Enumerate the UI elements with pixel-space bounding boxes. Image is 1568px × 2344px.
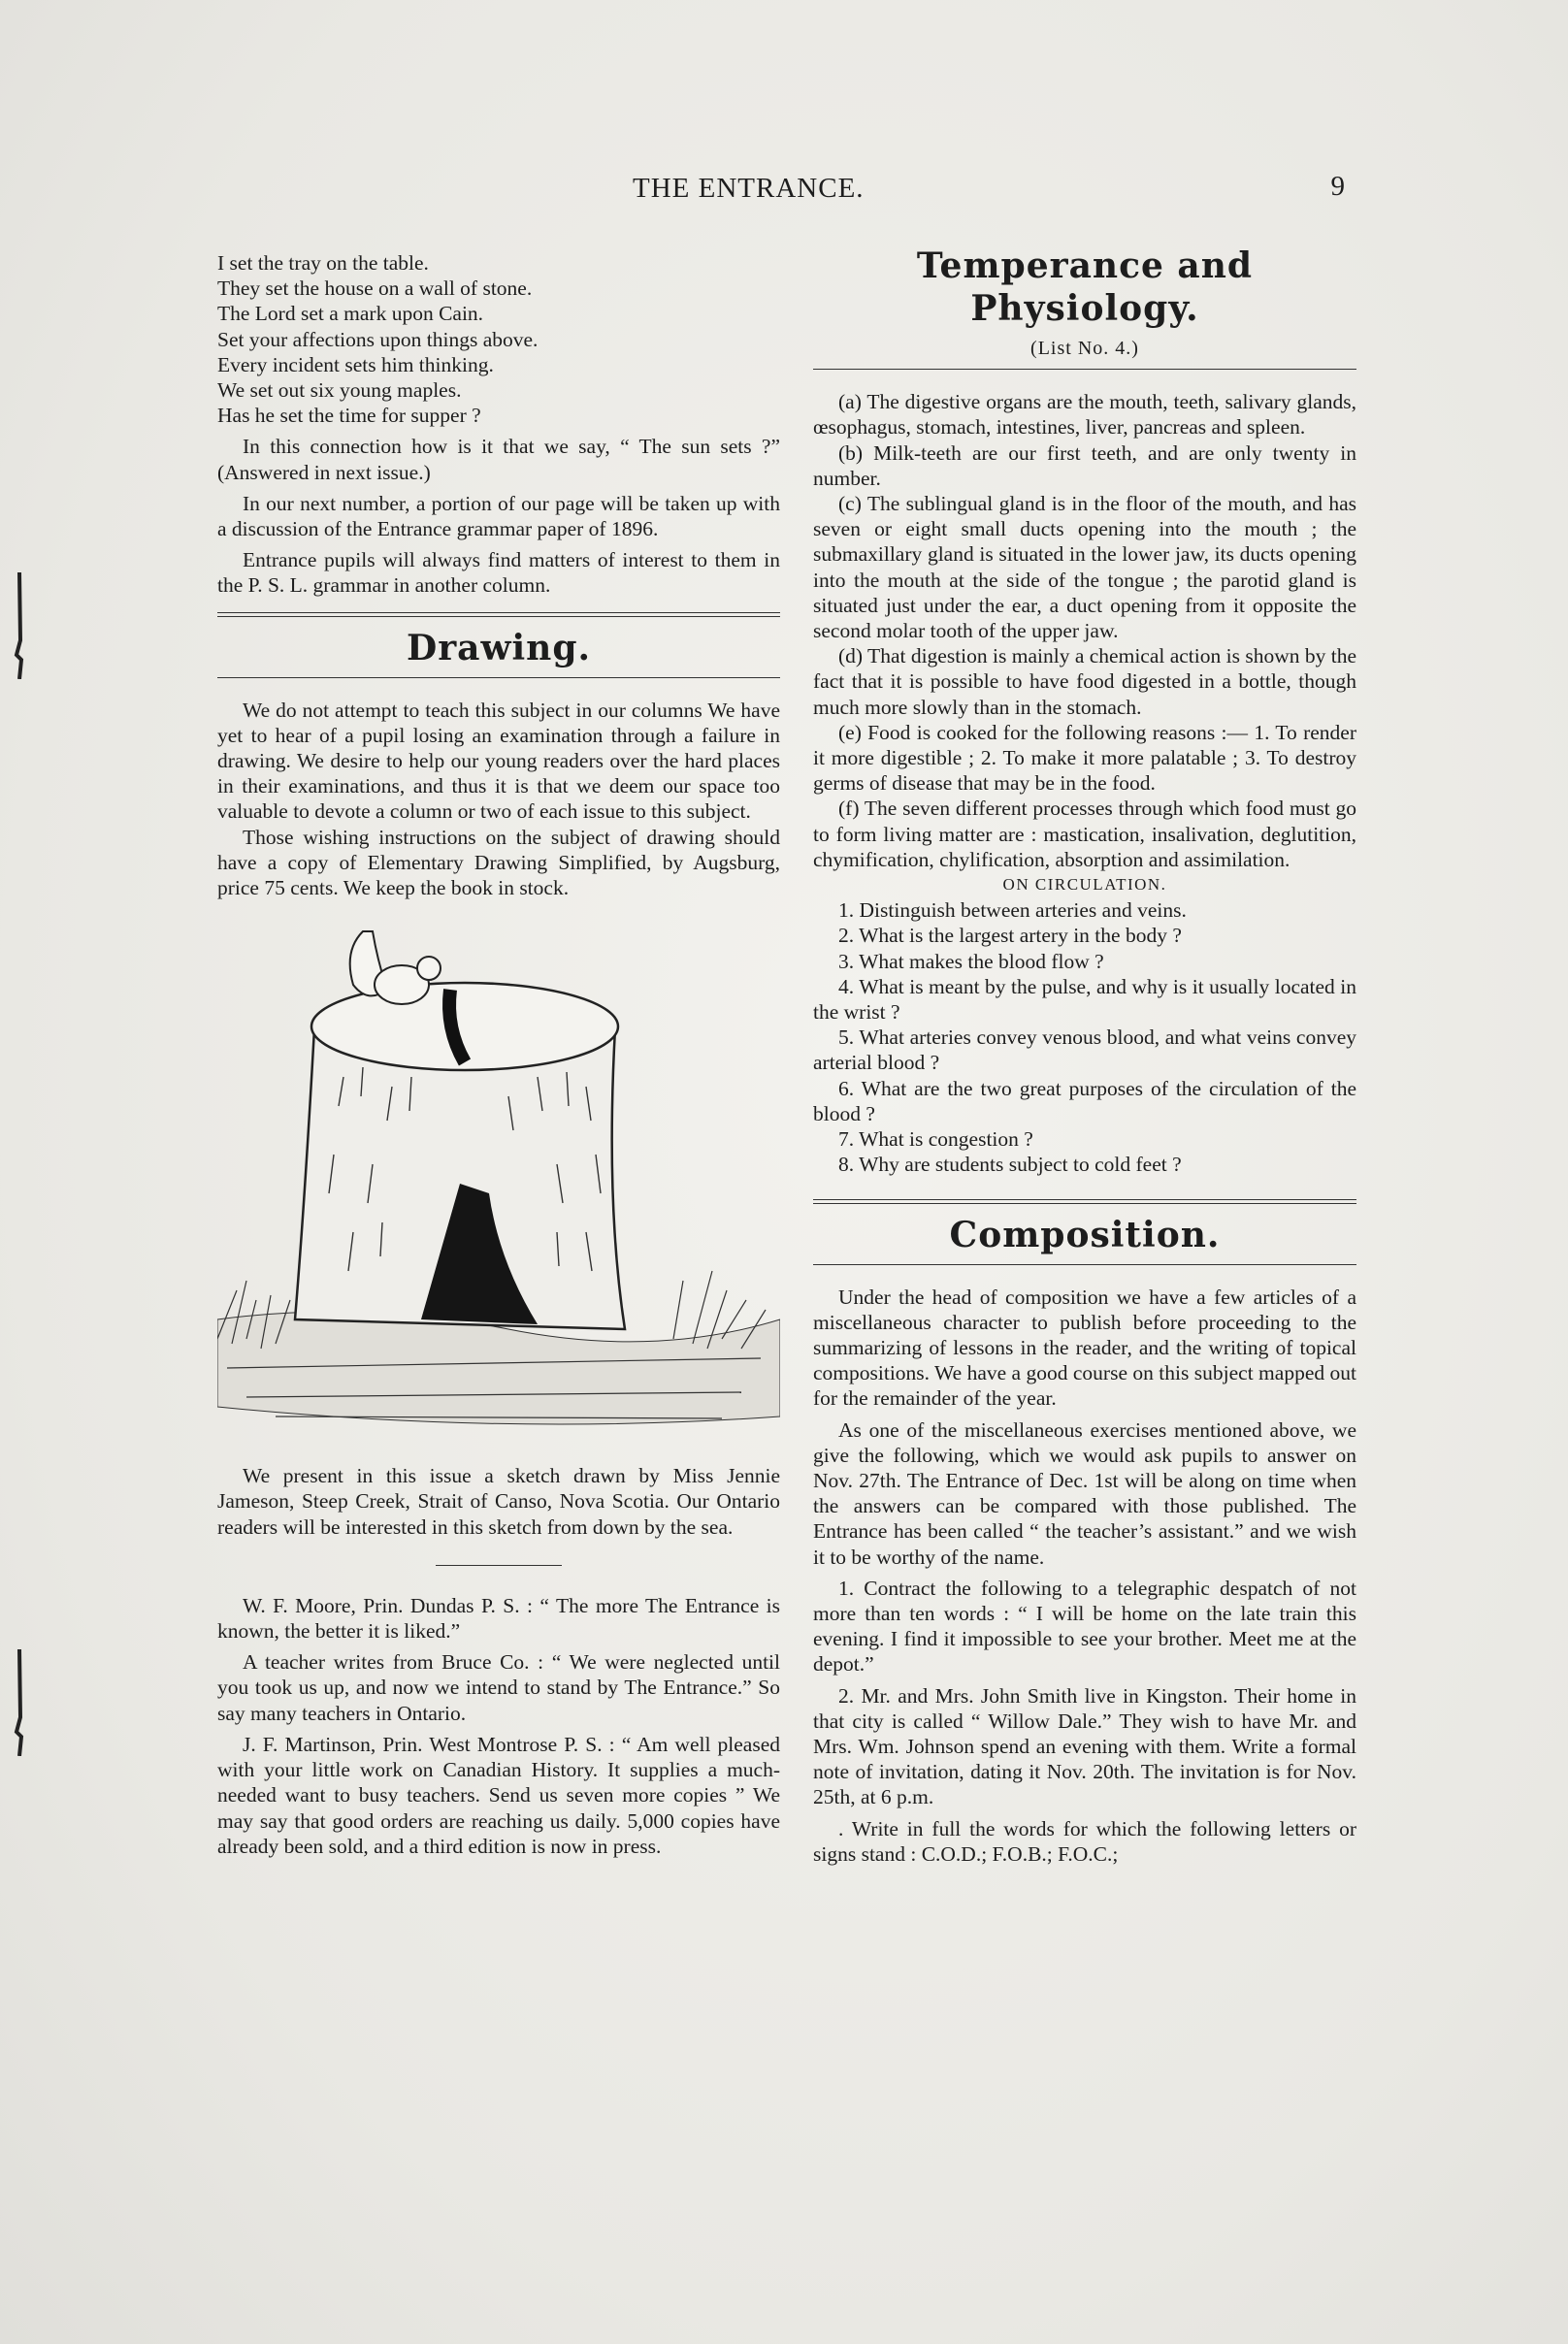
question-item: 8. Why are students subject to cold feet ? bbox=[838, 1153, 1182, 1177]
circulation-subheading: ON CIRCULATION. bbox=[1002, 875, 1167, 895]
running-title: THE ENTRANCE. bbox=[633, 173, 865, 204]
question-item: 1. Distinguish between arteries and veins. bbox=[838, 898, 1187, 923]
grammar-paragraph: In this connection how is it that we say, “ The sun sets ?” (Answered in next issue.) bbox=[217, 435, 780, 484]
left-column bbox=[217, 250, 780, 1859]
example-sentence: They set the house on a wall of stone. bbox=[217, 277, 533, 301]
question-item: 4. What is meant by the pulse, and why is it usually located in the wrist ? bbox=[813, 974, 1356, 1025]
example-sentence: The Lord set a mark upon Cain. bbox=[217, 302, 484, 326]
margin-ink-mark bbox=[14, 1649, 25, 1756]
heading-rule bbox=[813, 1264, 1356, 1265]
physiology-item: (e) Food is cooked for the following reasons :— 1. To render it more digestible ; 2. To make it more palatable ; 3. To destroy germs of disease that may be in the food. bbox=[813, 720, 1356, 796]
physiology-item: (d) That digestion is mainly a chemical action is shown by the fact that it is possible to have food digested in a bottle, though much more slowly than in the stomach. bbox=[813, 644, 1357, 719]
drawing-heading: Drawing. bbox=[406, 627, 592, 668]
physiology-item: (c) The sublingual gland is in the floor of the mouth, and has seven or eight small ducts opening into the mouth ; the submaxillary gland is situated in the lower jaw, its ducts opening into the mouth at the side of the tongue ; the parotid gland is situated just under the ear, a duct opening from it opposite the second molar tooth of the upper jaw. bbox=[813, 492, 1356, 643]
question-item: 5. What arteries convey venous blood, and what veins convey arterial blood ? bbox=[813, 1026, 1356, 1075]
list-number: (List No. 4.) bbox=[1030, 338, 1139, 359]
example-sentence: I set the tray on the table. bbox=[217, 251, 429, 275]
section-divider bbox=[813, 1199, 1356, 1204]
composition-paragraph: As one of the miscellaneous exercises mentioned above, we give the following, which we would ask pupils to answer on Nov. 27th. The Entrance of Dec. 1st will be along on time when the answers can be compared with those published. The Entrance has been called “ the teacher’s assistant.” and we wish it to be worthy of the name. bbox=[813, 1417, 1356, 1569]
section-divider bbox=[217, 612, 780, 617]
tree-stump-sketch bbox=[217, 912, 780, 1446]
drawing-paragraph: We do not attempt to teach this subject in our columns We have yet to hear of a pupil losing an examination through a failure in drawing. We desire to help our young readers over the hard places in their examinations, and thus it is that we deem our space too valuable to devote a column or two of each issue to this subject. bbox=[217, 698, 780, 824]
heading-rule bbox=[813, 369, 1356, 370]
page-header bbox=[213, 173, 1378, 221]
physiology-item: (f) The seven different processes through which food must go to form living matter are : mastication, insalivation, deglutition, chymification, chylification, absorption and assimilation. bbox=[813, 797, 1356, 871]
temperance-heading: Temperance and Physiology. bbox=[916, 245, 1254, 329]
testimonial: W. F. Moore, Prin. Dundas P. S. : “ The more The Entrance is known, the better it is liked.” bbox=[217, 1593, 780, 1644]
testimonial: A teacher writes from Bruce Co. : “ We were neglected until you took us up, and now we intend to stand by The Entrance.” So say many teachers in Ontario. bbox=[217, 1650, 780, 1725]
composition-heading: Composition. bbox=[949, 1214, 1221, 1255]
example-sentence: Has he set the time for supper ? bbox=[217, 404, 481, 428]
sketch-caption: We present in this issue a sketch drawn by Miss Jennie Jameson, Steep Creek, Strait of Canso, Nova Scotia. Our Ontario readers will be interested in this sketch from down by the sea. bbox=[217, 1464, 780, 1539]
question-item: 7. What is congestion ? bbox=[838, 1127, 1033, 1152]
question-item: 3. What makes the blood flow ? bbox=[838, 949, 1104, 973]
composition-exercise: 2. Mr. and Mrs. John Smith live in Kingston. Their home in that city is called “ Willow Dale.” They wish to have Mr. and Mrs. Wm. Johnson spend an evening with them. Write a formal note of invitation, dating it Nov. 20th. The invitation is for Nov. 25th, at 6 p.m. bbox=[813, 1683, 1356, 1809]
physiology-item: (a) The digestive organs are the mouth, teeth, salivary glands, œsophagus, stomach, intestines, liver, pancreas and spleen. bbox=[813, 390, 1356, 440]
question-item: 2. What is the largest artery in the body ? bbox=[838, 924, 1182, 948]
example-sentence: Set your affections upon things above. bbox=[217, 327, 539, 351]
example-sentence: We set out six young maples. bbox=[217, 378, 462, 403]
grammar-paragraph: In our next number, a portion of our page will be taken up with a discussion of the Entrance grammar paper of 1896. bbox=[217, 491, 780, 541]
composition-paragraph: Under the head of composition we have a few articles of a miscellaneous character to publish before proceeding to the summarizing of lessons in the reader, and the writing of topical compositions. We have a good course on this subject mapped out for the remainder of the year. bbox=[813, 1285, 1356, 1411]
grammar-paragraph: Entrance pupils will always find matters of interest to them in the P. S. L. grammar in another column. bbox=[217, 548, 780, 598]
composition-exercise: 1. Contract the following to a telegraphic despatch of not more than ten words : “ I will be home on the late train this evening. I find it impossible to see your brother. Meet me at the depot.” bbox=[813, 1576, 1356, 1677]
example-sentence: Every incident sets him thinking. bbox=[217, 352, 494, 376]
physiology-item: (b) Milk-teeth are our first teeth, and are only twenty in number. bbox=[813, 440, 1356, 490]
short-divider bbox=[436, 1565, 562, 1566]
question-item: 6. What are the two great purposes of the circulation of the blood ? bbox=[813, 1076, 1356, 1125]
margin-ink-mark bbox=[14, 572, 25, 679]
composition-exercise: . Write in full the words for which the following letters or signs stand : C.O.D.; F.O.B.; F.O.C.; bbox=[813, 1816, 1356, 1866]
page-number: 9 bbox=[1330, 171, 1345, 202]
drawing-paragraph: Those wishing instructions on the subject of drawing should have a copy of Elementary Drawing Simplified, by Augsburg, price 75 cents. We keep the book in stock. bbox=[217, 825, 780, 900]
testimonial: J. F. Martinson, Prin. West Montrose P. S. : “ Am well pleased with your little work on Canadian History. It supplies a much-needed want to busy teachers. Send us seven more copies ” We may say that good orders are reaching us daily. 5,000 copies have already been sold, and a third edition is now in press. bbox=[217, 1732, 780, 1858]
heading-rule bbox=[217, 677, 780, 678]
right-column bbox=[813, 245, 1357, 1867]
